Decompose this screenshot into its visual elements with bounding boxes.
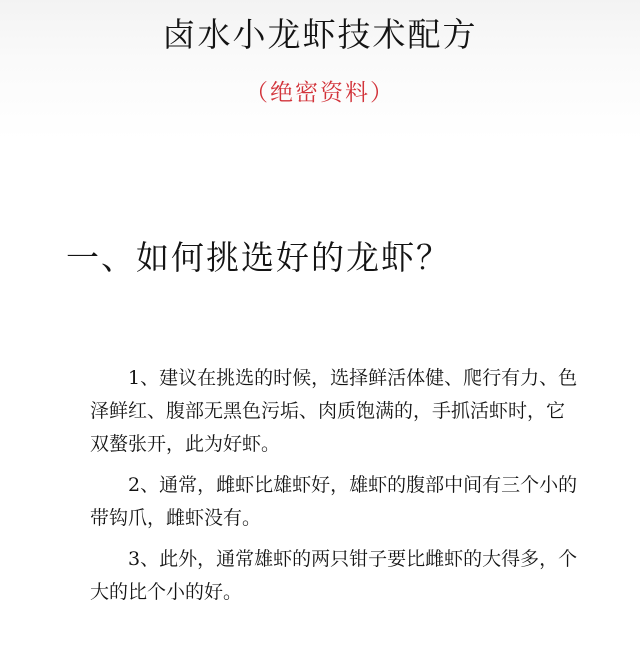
- paragraph-3: 3、此外，通常雄虾的两只钳子要比雌虾的大得多，个大的比个小的好。: [90, 548, 578, 603]
- document-title: 卤水小龙虾技术配方: [162, 15, 478, 54]
- paragraph-2: 2、通常，雌虾比雄虾好，雄虾的腹部中间有三个小的带钩爪，雌虾没有。: [90, 474, 578, 529]
- section-content: [90, 362, 580, 609]
- document-subtitle: （绝密资料）: [245, 80, 395, 106]
- paragraph-1: 1、建议在挑选的时候，选择鲜活体健、爬行有力、色泽鲜红、腹部无黑色污垢、肉质饱满的，手抓活虾时，它双螯张开，此为好虾。: [90, 367, 578, 455]
- section-heading: 一、如何挑选好的龙虾？: [66, 238, 451, 277]
